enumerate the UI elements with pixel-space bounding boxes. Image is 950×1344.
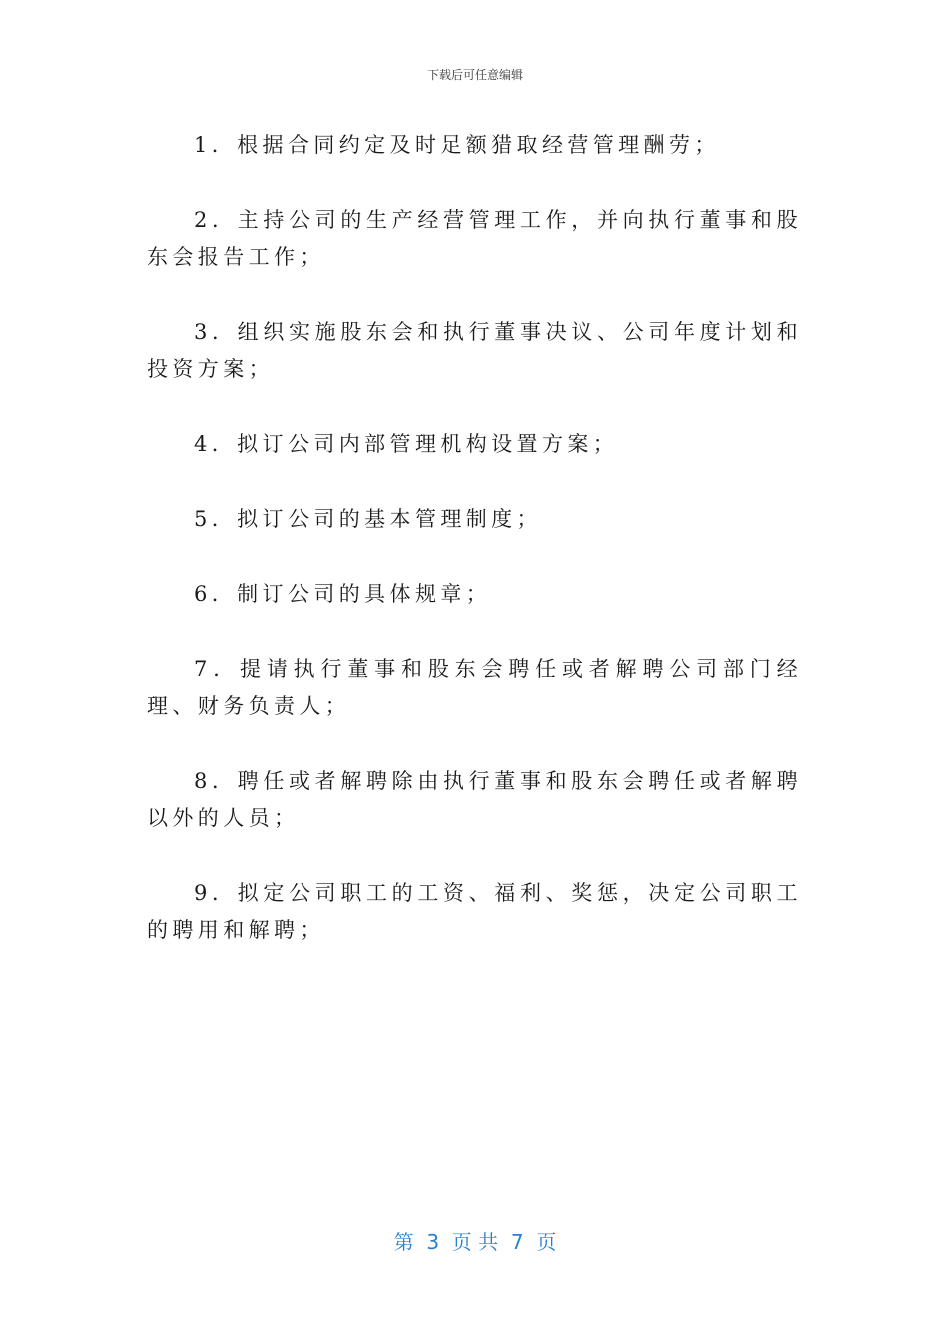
document-body (147, 127, 802, 987)
paragraph-item-4: 4．拟订公司内部管理机构设置方案； (194, 432, 619, 457)
paragraph-item-8: 8．聘任或者解聘除由执行董事和股东会聘任或者解聘以外的人员； (147, 768, 802, 831)
paragraph-item-6: 6．制订公司的具体规章； (194, 581, 492, 606)
paragraph-item-3: 3．组织实施股东会和执行董事决议、公司年度计划和投资方案； (147, 320, 802, 382)
paragraph-item-2: 2．主持公司的生产经营管理工作，并向执行董事和股东会报告工作； (147, 207, 802, 270)
paragraph-item-5: 5．拟订公司的基本管理制度； (194, 507, 542, 531)
paragraph-item-9: 9．拟定公司职工的工资、福利、奖惩，决定公司职工的聘用和解聘； (147, 881, 802, 943)
paragraph-item-1: 1．根据合同约定及时足额猎取经营管理酬劳； (194, 133, 720, 157)
page-header: 下载后可任意编辑 (426, 68, 523, 82)
page-number-footer: 第 3 页 共 7 页 (393, 1230, 557, 1254)
paragraph-item-7: 7．提请执行董事和股东会聘任或者解聘公司部门经理、财务负责人； (147, 656, 802, 718)
